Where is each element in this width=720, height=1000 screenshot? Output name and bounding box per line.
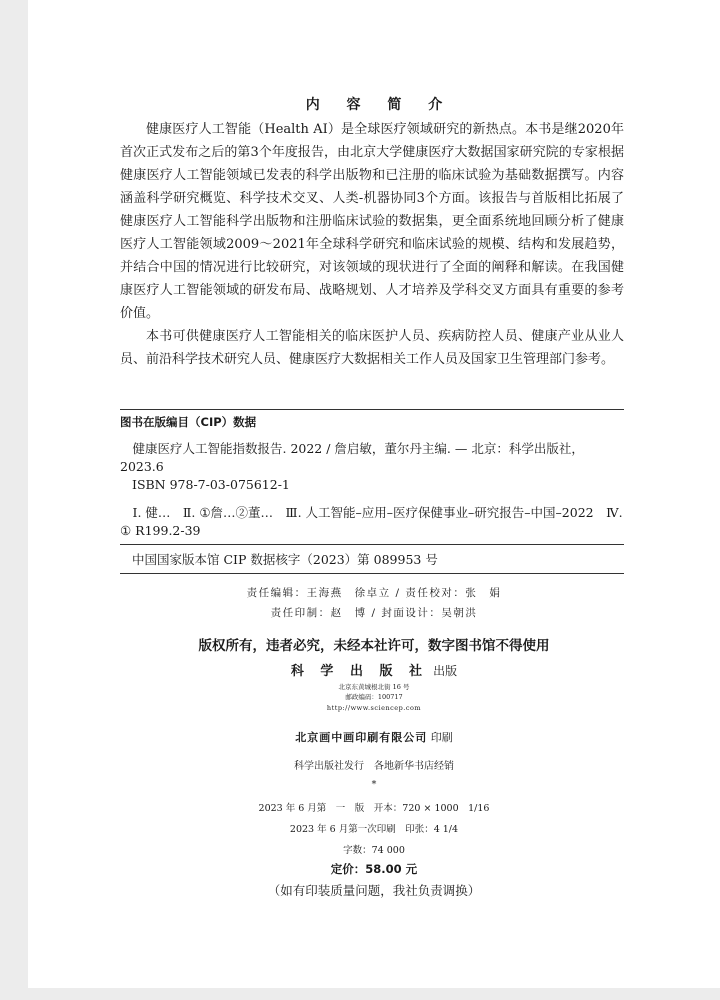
credits-line-1: 责任编辑：王海燕 徐卓立 / 责任校对：张 娟 <box>246 587 502 599</box>
publisher-suffix: 出版 <box>433 664 458 678</box>
publisher-postcode: 邮政编码：100717 <box>345 693 403 701</box>
summary-title: 内 容 简 介 <box>305 97 454 113</box>
distribution-line: 科学出版社发行 各地新华书店经销 <box>294 761 454 772</box>
cip-classification: Ⅰ. 健… Ⅱ. ①詹…②董… Ⅲ. 人工智能–应用–医疗保健事业–研究报告–中国–2022 Ⅳ. ① R199.2-39 <box>120 505 623 538</box>
cip-middle-divider <box>120 544 624 545</box>
summary-paragraph-1: 健康医疗人工智能（Health AI）是全球医疗领域研究的新热点。本书是继2020年首次正式发布之后的第3个年度报告，由北京大学健康医疗大数据国家研究院的专家根据健康医疗人工智能领域已发表的科学出版物和已注册的临床试验为基础数据撰写。内容涵盖科学研究概览、科学技术交叉、人类-机器协同3个方面。该报告与首版相比拓展了健康医疗人工智能科学出版物和注册临床试验的数据集，更全面系统地回顾分析了健康医疗人工智能领域2009～2021年全球科学研究和临床试验的规模、结构和发展趋势，并结合中国的情况进行比较研究，对该领域的现状进行了全面的阐释和解读。在我国健康医疗人工智能领域的研发布局、战略规划、人才培养及学科交叉方面具有重要的参考价值。 <box>120 122 624 321</box>
word-count-line: 字数：74 000 <box>343 845 405 856</box>
publisher-line <box>28 660 720 679</box>
publisher-address: 北京东黄城根北街 16 号 <box>338 683 410 691</box>
cip-top-divider <box>120 409 624 410</box>
cip-heading: 图书在版编目（CIP）数据 <box>120 415 257 429</box>
publisher-url: http://www.sciencep.com <box>326 704 422 712</box>
printer-line <box>28 729 720 745</box>
printing-line: 2023 年 6 月第一次印刷 印张：4 1/4 <box>289 824 459 835</box>
publisher-logo: 科 学 出 版 社 <box>290 664 428 679</box>
credits-line-2: 责任印制：赵 博 / 封面设计：吴朝洪 <box>270 607 478 619</box>
summary-paragraph-2: 本书可供健康医疗人工智能相关的临床医护人员、疾病防控人员、健康产业从业人员、前沿科学技术研究人员、健康医疗大数据相关工作人员及国家卫生管理部门参考。 <box>120 329 624 367</box>
printer-suffix: 印刷 <box>430 731 453 744</box>
cip-bottom-divider <box>120 573 624 574</box>
price-line: 定价：58.00 元 <box>330 862 418 876</box>
copyright-page <box>28 0 720 988</box>
cip-entry: 健康医疗人工智能指数报告. 2022 / 詹启敏，董尔丹主编. — 北京：科学出版社，2023.6 <box>120 441 584 474</box>
separator-asterisk: * <box>371 779 377 790</box>
cip-isbn: ISBN 978-7-03-075612-1 <box>132 477 290 492</box>
copyright-statement: 版权所有，违者必究，未经本社许可，数字图书馆不得使用 <box>198 638 550 654</box>
summary-body <box>120 118 624 371</box>
printer-name: 北京画中画印刷有限公司 <box>295 731 428 744</box>
cip-library-record: 中国国家版本馆 CIP 数据核字（2023）第 089953 号 <box>132 552 438 567</box>
quality-note: （如有印装质量问题，我社负责调换） <box>267 883 481 898</box>
edition-line: 2023 年 6 月第 一 版 开本：720 × 1000 1/16 <box>258 803 490 814</box>
